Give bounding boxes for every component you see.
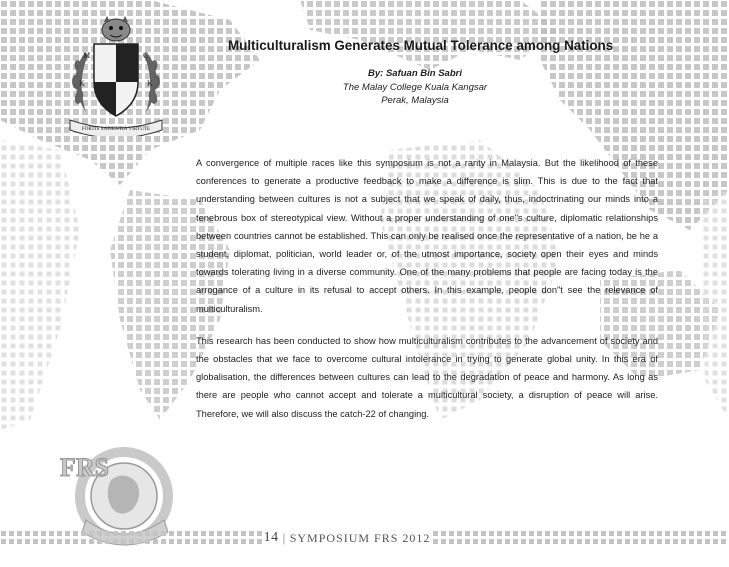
tiger-head-icon <box>102 16 130 41</box>
page-footer <box>264 528 430 548</box>
school-crest-logo <box>66 12 166 136</box>
byline <box>320 67 510 108</box>
crest-letter-c: C <box>143 51 149 60</box>
paragraph-1: A convergence of multiple races like this symposium is not a rarity in Malaysia. But the likelihood of these conferences to generate a productive feedback to make a difference is slim. This is due to the fact that understanding between cultures is not a subject that we speak of daily, thus, indoctrinating our minds into a tenebrous box of stereotypical view. Without a proper understanding of one"s culture, diplomatic relationships between countries cannot be established. This can only be realised once the representative of a nation, be he a student, diplomat, politician, world leader or, of the utmost importance, society open their eyes and minds towards tolerating living in a diverse community. One of the many problems that people are facing today is the arrogance of a culture in its refusal to accept others. In this example, people don"t see the relevance of multiculturalism. <box>196 158 658 314</box>
author-institution: The Malay College Kuala Kangsar <box>342 81 488 93</box>
crest-letter-k-left: K <box>79 79 85 88</box>
crest-letter-k-right: K <box>147 79 153 88</box>
paper-title: Multiculturalism Generates Mutual Tolerance among Nations <box>228 38 614 53</box>
crest-motto: FORTIS SAPIENTIA VIRTUTE <box>81 126 151 132</box>
footer-separator: | <box>282 530 286 545</box>
abstract-body <box>196 154 658 423</box>
page-number: 14 <box>263 530 279 545</box>
crest-letter-m: M <box>83 51 91 60</box>
footer-label: SYMPOSIUM FRS 2012 <box>289 530 431 545</box>
author-name: By: Safuan Bin Sabri <box>368 68 462 79</box>
author-location: Perak, Malaysia <box>381 95 449 106</box>
frs-logo-letters: FRS <box>60 453 110 482</box>
paragraph-2: This research has been conducted to show how multiculturalism contributes to the advancement of society and the obstacles that we face to overcome cultural intolerance in trying to generate global unity. In this era of globalisation, the differences between cultures can lead to the degradation of peace and harmony. As long as there are people who cannot accept and tolerate a multicultural society, a disruption of peace will arise. Therefore, we will also discuss the catch-22 of changing. <box>196 335 658 419</box>
